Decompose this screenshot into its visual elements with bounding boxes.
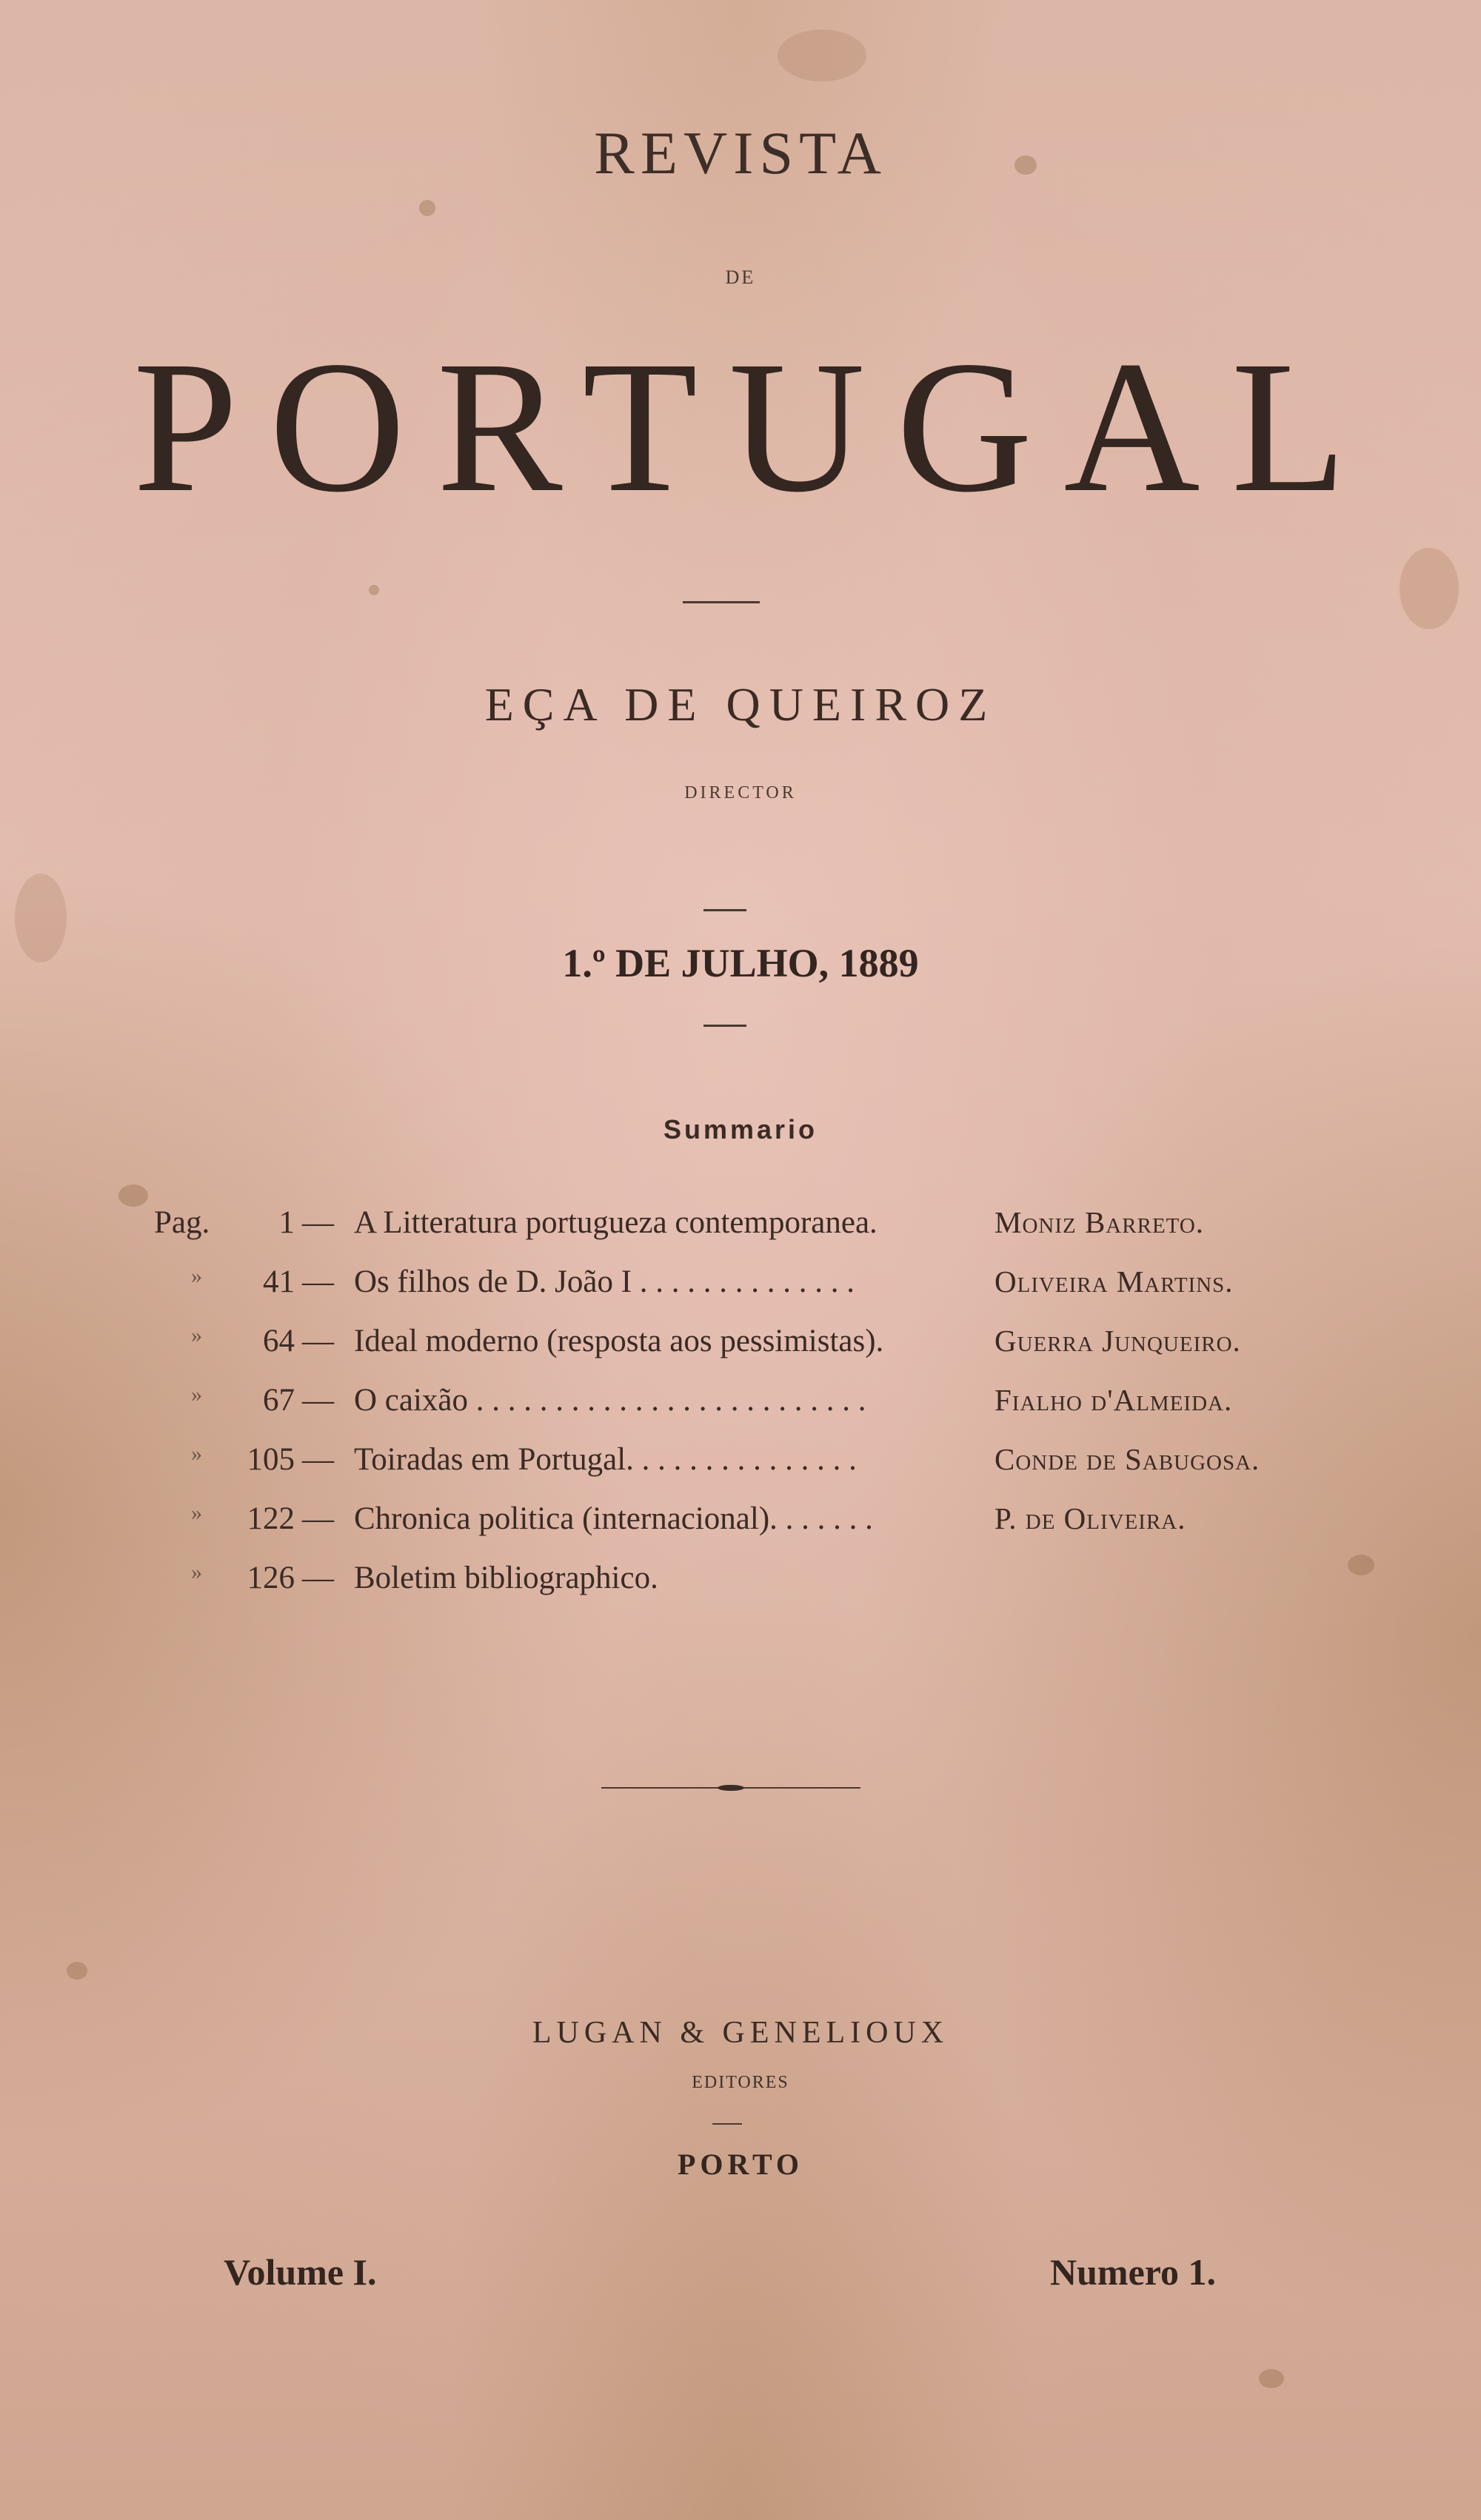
toc-title: A Litteratura portugueza contemporanea. [354, 1205, 877, 1240]
toc-dash: — [302, 1264, 334, 1299]
toc-page-number: 105 [247, 1442, 295, 1477]
director-name: EÇA DE QUEIROZ [484, 678, 997, 731]
toc-page-number: 67 [263, 1383, 295, 1418]
publisher-label: EDITORES [692, 2073, 789, 2092]
toc-entry [154, 1196, 1309, 1255]
age-spot [369, 585, 379, 595]
publisher-name: LUGAN & GENELIOUX [532, 2016, 949, 2050]
toc-dash: — [302, 1324, 334, 1358]
age-spot [1348, 1555, 1374, 1575]
magazine-title: PORTUGAL [133, 323, 1378, 532]
toc-entry [154, 1314, 1309, 1373]
toc-dash: — [302, 1383, 334, 1418]
age-spot [118, 1184, 148, 1207]
toc-entry [154, 1492, 1309, 1551]
toc-dash: — [302, 1205, 334, 1240]
director-label: DIRECTOR [684, 783, 797, 802]
divider-rule [683, 601, 760, 603]
toc-page-number: 41 [263, 1264, 295, 1299]
toc-prefix: » [191, 1264, 202, 1288]
series-word: REVISTA [594, 119, 887, 187]
toc-page-number: 126 [247, 1561, 295, 1595]
toc-entry [154, 1432, 1309, 1492]
age-spot [67, 1962, 87, 1980]
toc-author: Fialho d'Almeida. [994, 1383, 1233, 1417]
toc-author: Conde de Sabugosa. [994, 1442, 1260, 1476]
toc-dash: — [302, 1442, 334, 1477]
divider-rule [703, 1025, 746, 1027]
toc-author: P. de Oliveira. [994, 1501, 1186, 1535]
toc-prefix: » [191, 1501, 202, 1525]
divider-rule [703, 909, 746, 911]
volume-label: Volume I. [224, 2251, 377, 2293]
toc-author: Oliveira Martins. [994, 1264, 1234, 1298]
toc-prefix: » [191, 1560, 202, 1584]
ornament-rule [601, 1783, 860, 1793]
toc-prefix: Pag. [154, 1205, 210, 1240]
toc-prefix: » [191, 1441, 202, 1466]
toc-author: Moniz Barreto. [994, 1205, 1205, 1239]
summary-title: Summario [663, 1114, 818, 1145]
age-stain [778, 30, 866, 81]
toc-page-number: 1 [278, 1205, 295, 1240]
toc-dash: — [302, 1501, 334, 1536]
toc-title: Toiradas em Portugal. . . . . . . . . . . . . . . [354, 1442, 857, 1477]
age-spot [1259, 2369, 1284, 2388]
toc-author: Guerra Junqueiro. [994, 1324, 1241, 1358]
toc-entry [154, 1551, 1309, 1610]
table-of-contents [154, 1196, 1309, 1610]
publication-city: PORTO [677, 2148, 804, 2181]
divider-rule [712, 2123, 742, 2125]
age-spot [419, 200, 435, 216]
toc-title: O caixão . . . . . . . . . . . . . . . . . . . . . . . . . [354, 1383, 866, 1418]
toc-entry [154, 1373, 1309, 1432]
toc-page-number: 122 [247, 1501, 295, 1536]
toc-title: Boletim bibliographico. [354, 1561, 658, 1595]
toc-prefix: » [191, 1382, 202, 1407]
issue-number-label: Numero 1. [1050, 2251, 1217, 2293]
age-stain [1400, 548, 1459, 629]
toc-title: Ideal moderno (resposta aos pessimistas). [354, 1324, 884, 1358]
toc-prefix: » [191, 1323, 202, 1347]
toc-title: Chronica politica (internacional). . . . . . . [354, 1501, 873, 1536]
toc-entry [154, 1255, 1309, 1314]
toc-page-number: 64 [263, 1324, 295, 1358]
toc-dash: — [302, 1561, 334, 1595]
title-connector: DE [725, 267, 756, 288]
issue-date: 1.º DE JULHO, 1889 [562, 941, 919, 985]
toc-title: Os filhos de D. João I . . . . . . . . . . . . . . [354, 1264, 855, 1299]
